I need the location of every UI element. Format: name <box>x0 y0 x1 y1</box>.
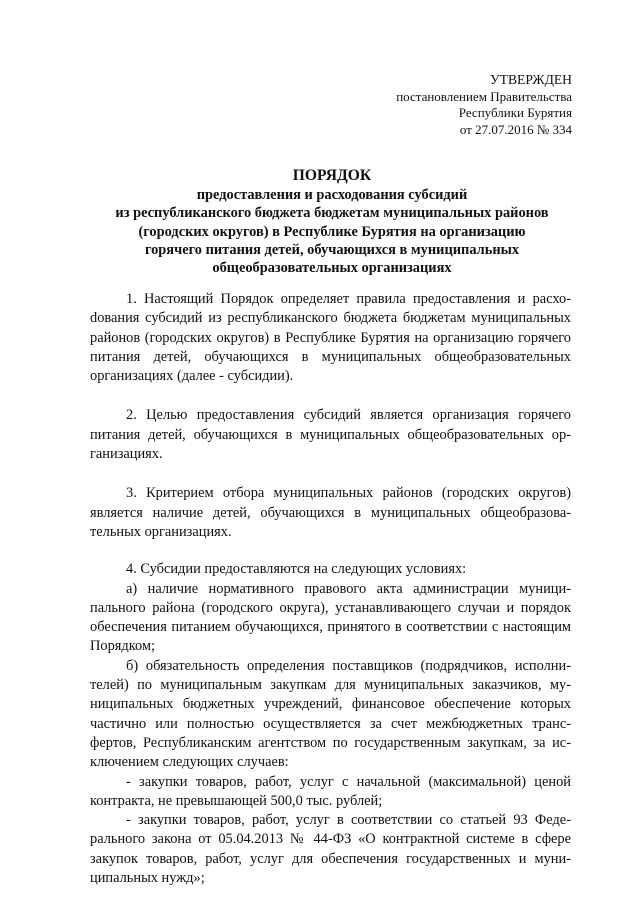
subtitle-line: предоставления и расходования субсидий <box>196 187 468 203</box>
paragraph-4b: б) обязательность определения поставщиков (подрядчиков, исполнителей) по муниципальным закупкам для муниципальных заказчиков, муниципальных бюджетных учреждений, финансовое обеспечение которых частично или полностью осуществляется за счет межбюджетных трансфертов, Республиканским агентством по государственным закупкам, за исключением следующих случаев: <box>90 657 571 771</box>
paragraph-4b-exception-2: - закупки товаров, работ, услуг в соответствии со статьей 93 Федерального закона от 05.04.2013 № 44-ФЗ «О контрактной системе в сфере закупок товаров, работ, услуг для обеспечения государственных и муниципальных нужд»; <box>90 812 571 887</box>
approval-line-1: постановлением Правительства <box>396 88 572 104</box>
approval-line-2: Республики Бурятия <box>458 105 572 120</box>
paragraph-3: 3. Критерием отбора муниципальных районов (городских округов) является наличие детей, обучающихся в муниципальных общеобразовательных организациях. <box>90 485 571 540</box>
document-title: ПОРЯДОК <box>292 167 372 184</box>
approval-stamp <box>396 72 572 138</box>
document-body <box>90 290 571 888</box>
paragraph-4b-exception-1: - закупки товаров, работ, услуг с начальной (максимальной) ценой контракта, не превышающей 500,0 тыс. рублей; <box>90 773 571 809</box>
paragraph-4a: а) наличие нормативного правового акта администрации муниципального района (городского округа), устанавливающего случаи и порядок обеспечения питанием обучающихся, принятого в соответствии с настоящим Порядком; <box>90 580 571 655</box>
paragraph-4: 4. Субсидии предоставляются на следующих условиях: <box>126 561 467 578</box>
paragraph-1: 1. Настоящий Порядок определяет правила предоставления и расхоdования субсидий из республиканского бюджета бюджетам муниципальных районов (городских округов) в Республике Бурятия на организацию горячего питания детей, обучающихся в муниципальных общеобразовательных организациях (далее - субсидии). <box>90 291 571 385</box>
document-title-block <box>90 165 574 277</box>
approval-line-3: от 27.07.2016 № 334 <box>459 121 572 137</box>
paragraph-2: 2. Целью предоставления субсидий является организация горячего питания детей, обучающихся в муниципальных общеобразовательных организациях. <box>90 407 571 463</box>
subtitle-line: (городских округов) в Республике Бурятия на организацию <box>138 223 526 240</box>
subtitle-line: из республиканского бюджета бюджетам муниципальных районов <box>115 205 549 222</box>
document-subtitle <box>90 186 574 277</box>
approval-heading: УТВЕРЖДЕН <box>490 72 572 87</box>
subtitle-line: общеобразовательных организациях <box>212 260 452 277</box>
subtitle-line: горячего питания детей, обучающихся в муниципальных <box>144 241 520 258</box>
